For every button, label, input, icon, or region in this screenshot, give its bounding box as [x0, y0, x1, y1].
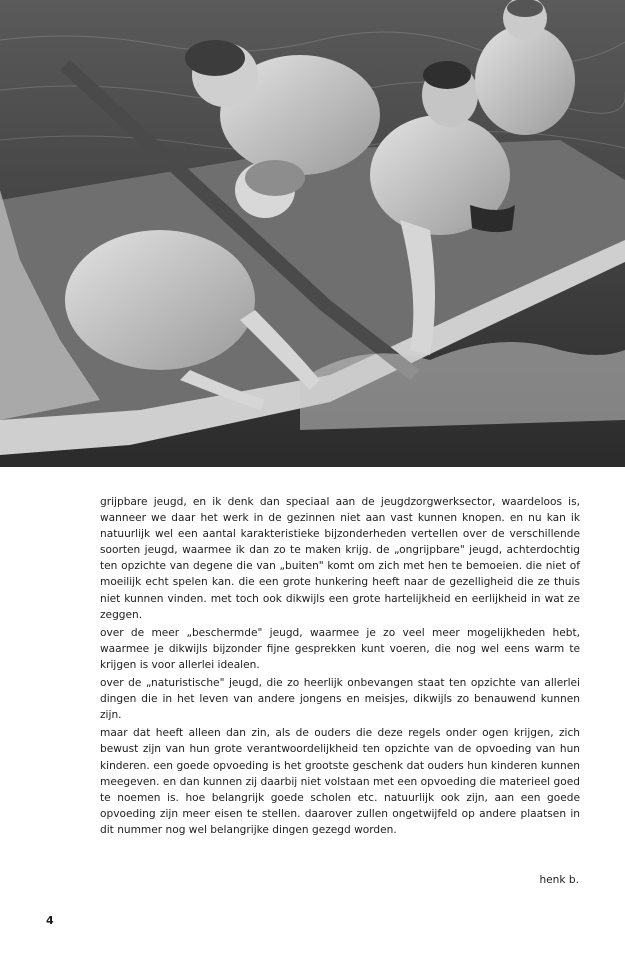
photo-illustration: [0, 0, 625, 467]
article-paragraph-1: grijpbare jeugd, en ik denk dan speciaal aan de jeugdzorgwerksector, waardeloos is, wanneer we daar het werk in de gezinnen niet aan vast kunnen knopen. en nu kan ik natuurlijk wel een aantal karakteristieke bijzonderheden vertellen over de verschillende soorten jeugd, waarmee ik dan zo te maken krijg. de „ongrijpbare" jeugd, achterdochtig ten opzichte van degene die van „buiten" komt om zich met hen te bemoeien. die niet of moeilijk echt spelen kan. die een grote hunkering heeft naar de gezelligheid die ze thuis niet kunnen vinden. met toch ook dikwijls een grote hartelijkheid en eerlijkheid in wat ze zeggen.: [100, 496, 580, 621]
article-text: [100, 494, 580, 840]
page-number: 4: [46, 914, 54, 927]
article-paragraph-3: over de „naturistische" jeugd, die zo heerlijk onbevangen staat ten opzichte van allerlei dingen die in het leven van andere jongens en meisjes, dikwijls zo benauwend kunnen zijn.: [100, 677, 580, 722]
article-paragraph-2: over de meer „beschermde" jeugd, waarmee je zo veel meer mogelijkheden hebt, waarmee je dikwijls bijzonder fijne gesprekken kunt voeren, die nog wel eens warm te krijgen is voor allerlei idealen.: [100, 626, 580, 671]
author-signature: henk b.: [539, 874, 579, 886]
article-paragraph-4: maar dat heeft alleen dan zin, als de ouders die deze regels onder ogen krijgen, zich bewust zijn van hun grote verantwoordelijkheid ten opzichte van de opvoeding van hun kinderen. een goede opvoeding is het grootste geschenk dat ouders hun kinderen kunnen meegeven. en dan kunnen zij daarbij niet volstaan met een opvoeding die materieel goed te noemen is. hoe belangrijk goede scholen etc. natuurlijk ook zijn, aan een goede opvoeding zijn meer eisen te stellen. daarover zullen ongetwijfeld op andere plaatsen in dit nummer nog wel belangrijke dingen gezegd worden.: [100, 727, 580, 836]
photo-boys-boat: [0, 0, 625, 467]
